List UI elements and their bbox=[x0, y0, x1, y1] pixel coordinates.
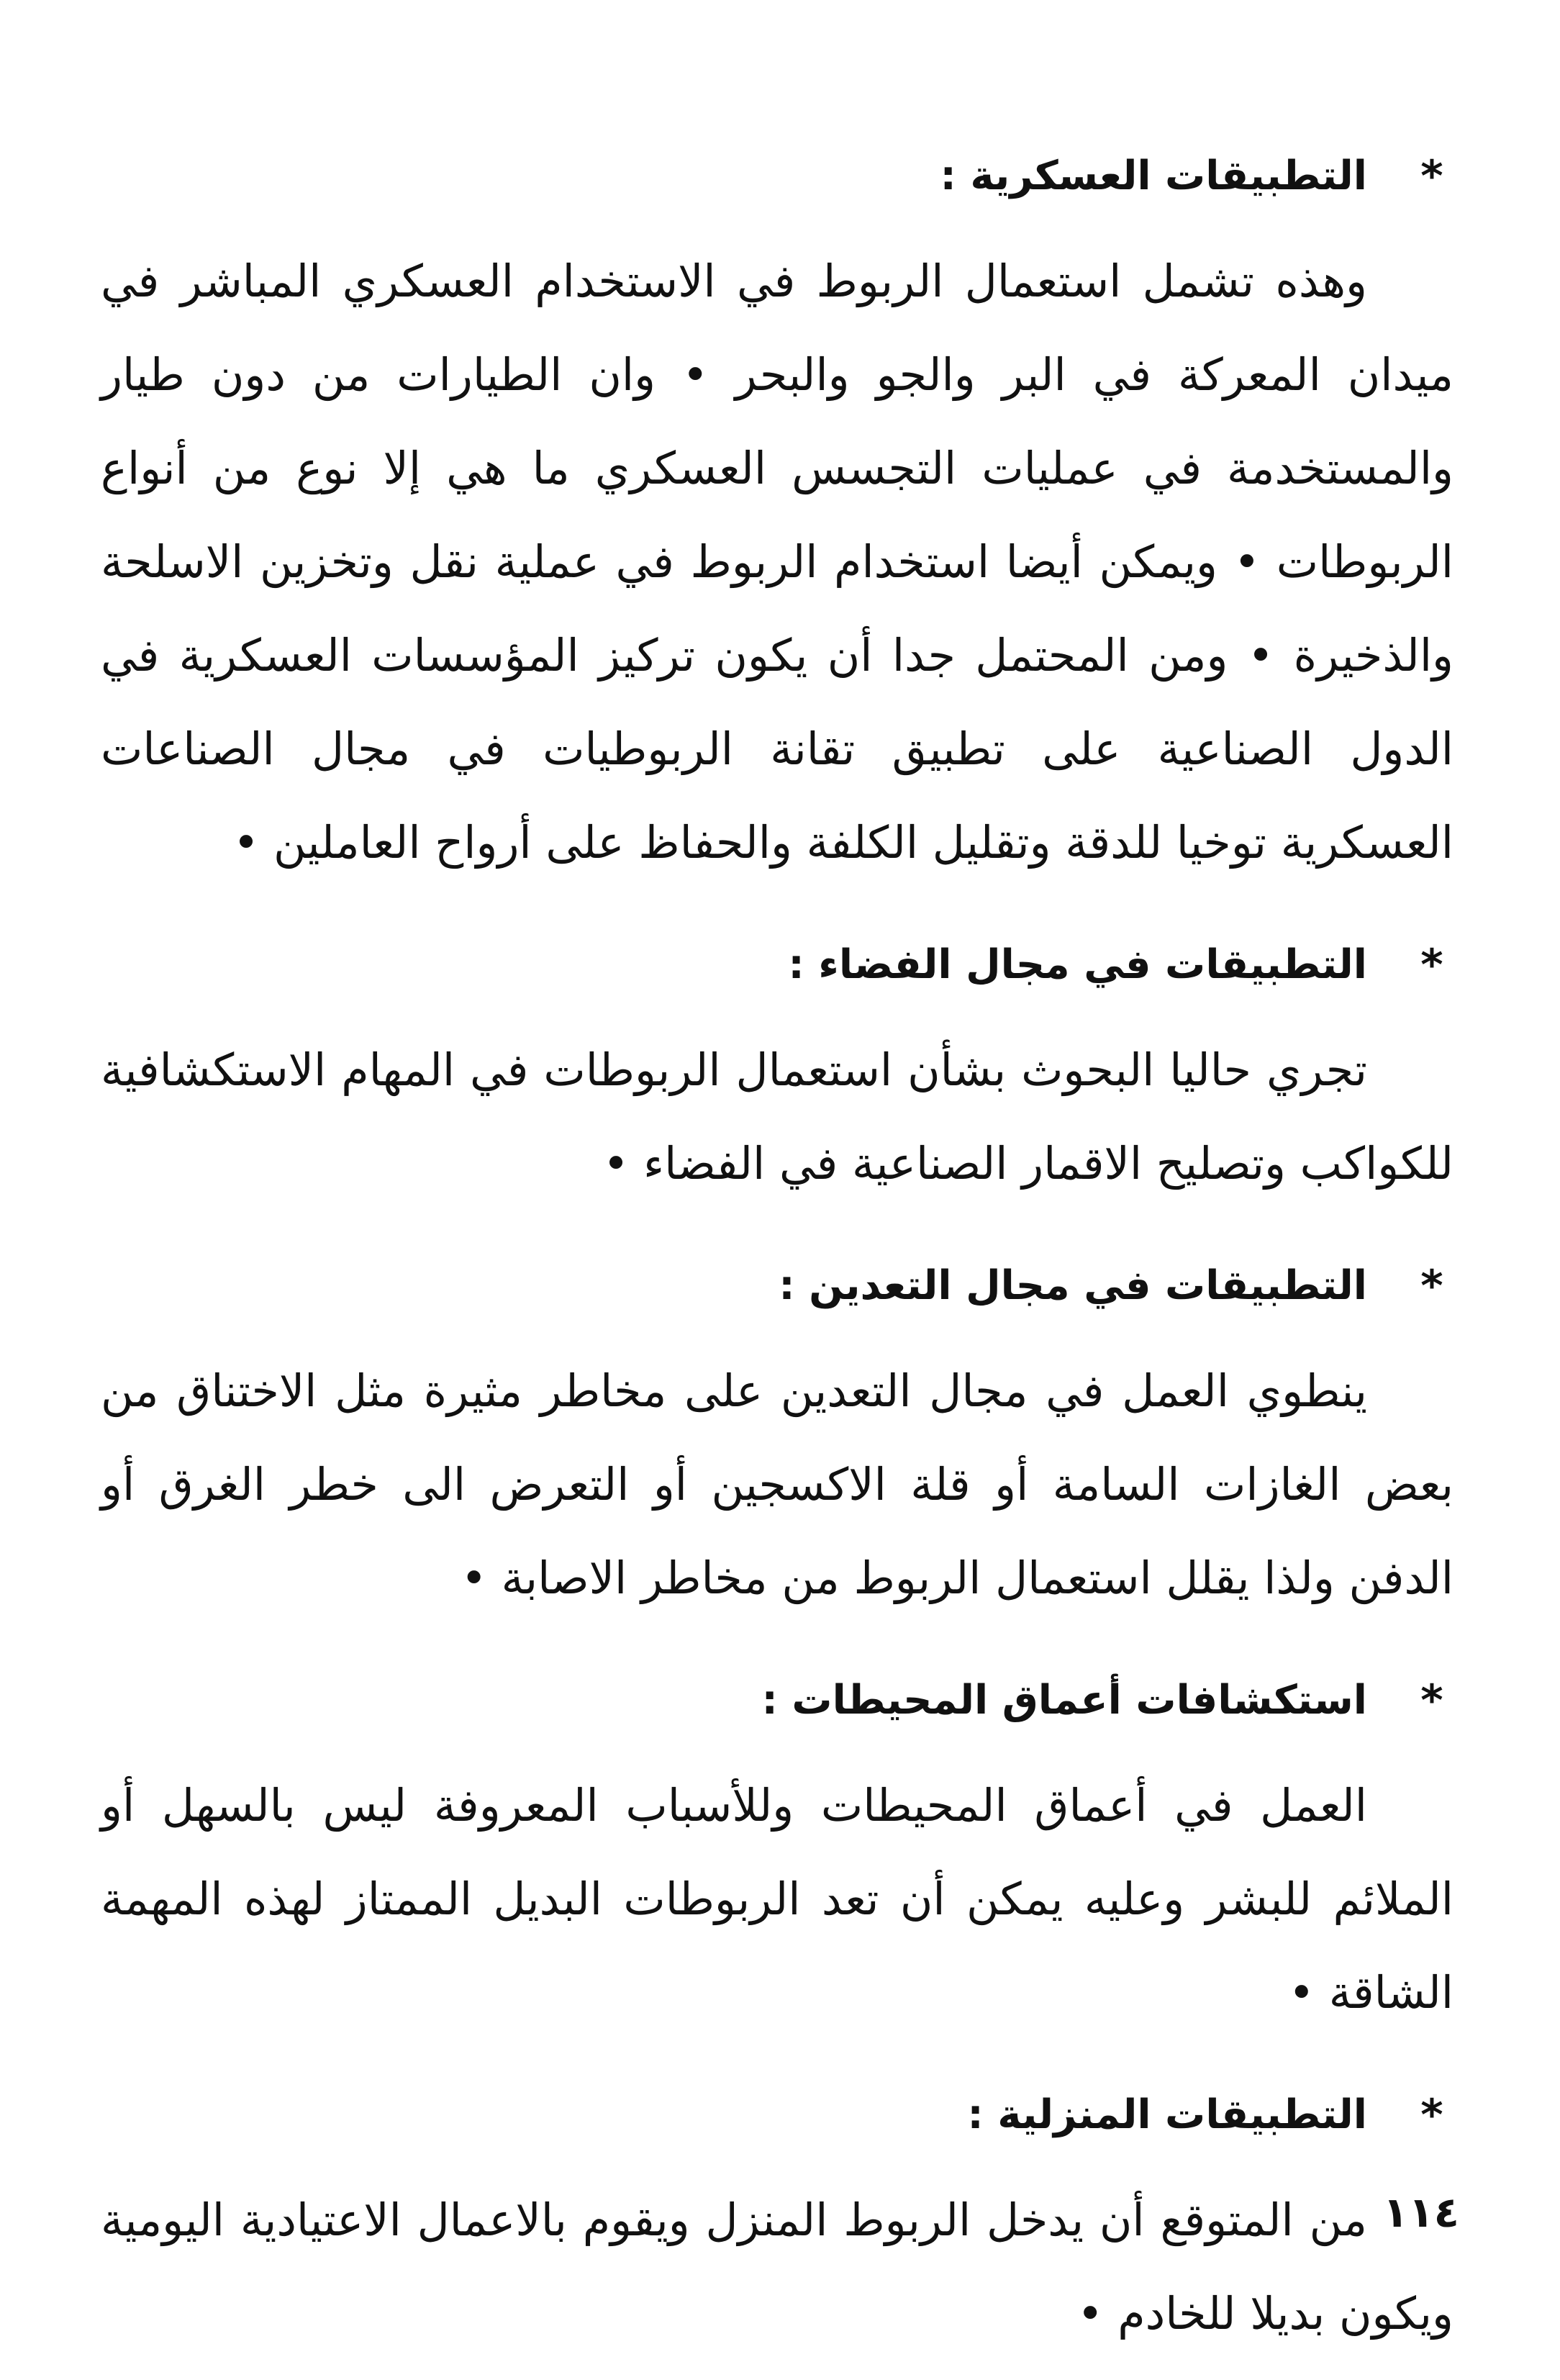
paragraph-military: وهذه تشمل استعمال الربوط في الاستخدام العسكري المباشر في ميدان المعركة في البر والجو والبحر • وان الطيارات من دون طيار والمستخدمة في عمليات التجسس العسكري ما هي إلا نوع من أنواع الربوطات • ويمكن أيضا استخدام الربوط في عملية نقل وتخزين الاسلحة والذخيرة • ومن المحتمل جدا أن يكون تركيز المؤسسات العسكرية في الدول الصناعية على تطبيق تقانة الربوطيات في مجال الصناعات العسكرية توخيا للدقة وتقليل الكلفة والحفاظ على أرواح العاملين • bbox=[101, 255, 1454, 869]
section-heading bbox=[101, 2083, 1454, 2148]
asterisk-icon: * bbox=[1420, 1675, 1443, 1726]
section-heading bbox=[101, 144, 1454, 209]
section-heading bbox=[101, 1254, 1454, 1318]
paragraph-space: تجري حاليا البحوث بشأن استعمال الربوطات في المهام الاستكشافية للكواكب وتصليح الاقمار الصناعية في الفضاء • bbox=[101, 1044, 1454, 1190]
section-home bbox=[101, 2083, 1454, 2361]
asterisk-icon: * bbox=[1420, 940, 1443, 990]
section-space bbox=[101, 933, 1454, 1211]
heading-home: التطبيقات المنزلية : bbox=[967, 2091, 1367, 2138]
section-heading bbox=[101, 933, 1454, 997]
asterisk-icon: * bbox=[1420, 1261, 1443, 1311]
page-number: ١١٤ bbox=[1382, 2188, 1459, 2237]
heading-mining: التطبيقات في مجال التعدين : bbox=[779, 1262, 1367, 1309]
section-heading bbox=[101, 1668, 1454, 1733]
section-military bbox=[101, 144, 1454, 890]
asterisk-icon: * bbox=[1420, 151, 1443, 202]
section-ocean bbox=[101, 1668, 1454, 2040]
asterisk-icon: * bbox=[1420, 2090, 1443, 2140]
heading-ocean: استكشافات أعماق المحيطات : bbox=[761, 1677, 1367, 1724]
book-page bbox=[101, 144, 1454, 2340]
paragraph-mining: ينطوي العمل في مجال التعدين على مخاطر مثيرة مثل الاختناق من بعض الغازات السامة أو قلة الاكسجين أو التعرض الى خطر الغرق أو الدفن ولذا يقلل استعمال الربوط من مخاطر الاصابة • bbox=[101, 1365, 1454, 1604]
section-mining bbox=[101, 1254, 1454, 1625]
heading-military: التطبيقات العسكرية : bbox=[940, 153, 1367, 199]
paragraph-ocean: العمل في أعماق المحيطات وللأسباب المعروفة ليس بالسهل أو الملائم للبشر وعليه يمكن أن تعد الربوطات البديل الممتاز لهذه المهمة الشاقة • bbox=[101, 1779, 1454, 2019]
paragraph-home: من المتوقع أن يدخل الربوط المنزل ويقوم بالاعمال الاعتيادية اليومية ويكون بديلا للخادم • bbox=[101, 2194, 1454, 2340]
heading-space: التطبيقات في مجال الفضاء : bbox=[788, 941, 1367, 988]
